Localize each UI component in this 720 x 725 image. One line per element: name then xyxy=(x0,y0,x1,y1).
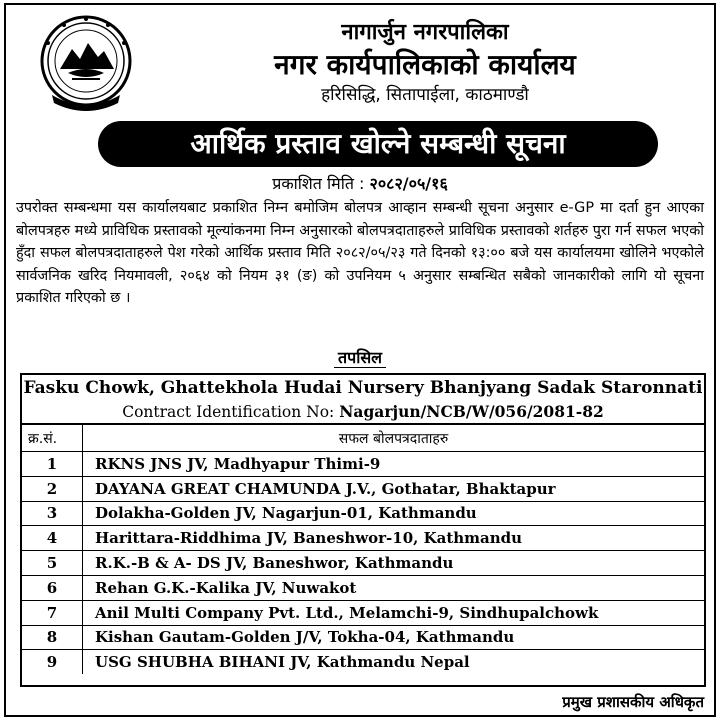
published-label: प्रकाशित मिति : xyxy=(272,174,365,193)
row-sn: 6 xyxy=(22,575,83,600)
details-heading xyxy=(6,347,714,369)
published-date: २०८२/०५/१६ xyxy=(369,174,448,193)
row-sn: 3 xyxy=(22,501,83,526)
column-header-bidders: सफल बोलपत्रदाताहरु xyxy=(83,424,705,452)
municipality-emblem-icon xyxy=(38,15,134,111)
row-sn: 8 xyxy=(22,625,83,650)
table-row xyxy=(22,452,704,477)
table-header-row xyxy=(22,424,704,452)
office-name: नगर कार्यपालिकाको कार्यालय xyxy=(274,48,576,81)
details-heading-text: तपसिल xyxy=(334,348,386,368)
project-title: Fasku Chowk, Ghattekhola Hudai Nursery Bhanjyang Sadak Staronnati xyxy=(23,378,703,398)
notice-title: आर्थिक प्रस्ताव खोल्ने सम्बन्धी सूचना xyxy=(98,121,658,167)
row-bidder: Dolakha-Golden JV, Nagarjun-01, Kathmandu xyxy=(83,501,705,526)
table-row xyxy=(22,551,704,576)
column-header-sn: क्र.सं. xyxy=(22,424,83,452)
table-row xyxy=(22,526,704,551)
row-sn: 7 xyxy=(22,600,83,625)
row-sn: 1 xyxy=(22,452,83,477)
notice-body: उपरोक्त सम्बन्धमा यस कार्यालयबाट प्रकाशित निम्न बमोजिम बोलपत्र आव्हान सम्बन्धी सूचना अनुसार e-GP मा दर्ता हुन आएका बोलपत्रहरु मध्ये प्राविधिक प्रस्तावको मूल्यांकनमा निम्न अनुसारको बोलपत्रदाताहरुले प्राविधिक प्रस्तावको शर्तहरु पुरा गर्न सफल भएको हुँदा सफल बोलपत्रदाताहरुले पेश गरेको आर्थिक प्रस्ताव मिति २०८२/०५/२३ गते दिनको १३:०० बजे यस कार्यालयमा खोलिने भएकोले सार्वजनिक खरिद नियमावली, २०६४ को नियम ३१ (ङ) को उपनियम ५ अनुसार सम्बन्धित सबैको जानकारीको लागि यो सूचना प्रकाशित गरिएको छ । xyxy=(16,200,704,306)
notice-page xyxy=(4,3,716,717)
table-row xyxy=(22,650,704,674)
table-row xyxy=(22,575,704,600)
contract-line xyxy=(22,401,704,423)
table-row xyxy=(22,501,704,526)
contract-label: Contract Identification No: xyxy=(122,403,335,421)
row-bidder: USG SHUBHA BIHANI JV, Kathmandu Nepal xyxy=(83,650,705,674)
table-row xyxy=(22,600,704,625)
office-header xyxy=(136,19,714,107)
row-bidder: R.K.-B & A- DS JV, Baneshwor, Kathmandu xyxy=(83,551,705,576)
office-address: हरिसिद्धि, सितापाईला, काठमाण्डौ xyxy=(321,85,529,105)
row-sn: 9 xyxy=(22,650,83,674)
table-row xyxy=(22,476,704,501)
table-row xyxy=(22,625,704,650)
published-date-line xyxy=(6,173,714,195)
row-bidder: RKNS JNS JV, Madhyapur Thimi-9 xyxy=(83,452,705,477)
row-sn: 4 xyxy=(22,526,83,551)
row-bidder: DAYANA GREAT CHAMUNDA J.V., Gothatar, Bhaktapur xyxy=(83,476,705,501)
row-sn: 5 xyxy=(22,551,83,576)
municipality-name: नागार्जुन नगरपालिका xyxy=(341,20,509,45)
row-bidder: Rehan G.K.-Kalika JV, Nuwakot xyxy=(83,575,705,600)
bidders-table xyxy=(22,423,704,674)
row-bidder: Kishan Gautam-Golden J/V, Tokha-04, Kathmandu xyxy=(83,625,705,650)
row-sn: 2 xyxy=(22,476,83,501)
signatory-title: प्रमुख प्रशासकीय अधिकृत xyxy=(562,693,704,711)
contract-id: Nagarjun/NCB/W/056/2081-82 xyxy=(339,402,604,421)
row-bidder: Anil Multi Company Pvt. Ltd., Melamchi-9, Sindhupalchowk xyxy=(83,600,705,625)
row-bidder: Harittara-Riddhima JV, Baneshwor-10, Kathmandu xyxy=(83,526,705,551)
details-box xyxy=(20,373,706,687)
